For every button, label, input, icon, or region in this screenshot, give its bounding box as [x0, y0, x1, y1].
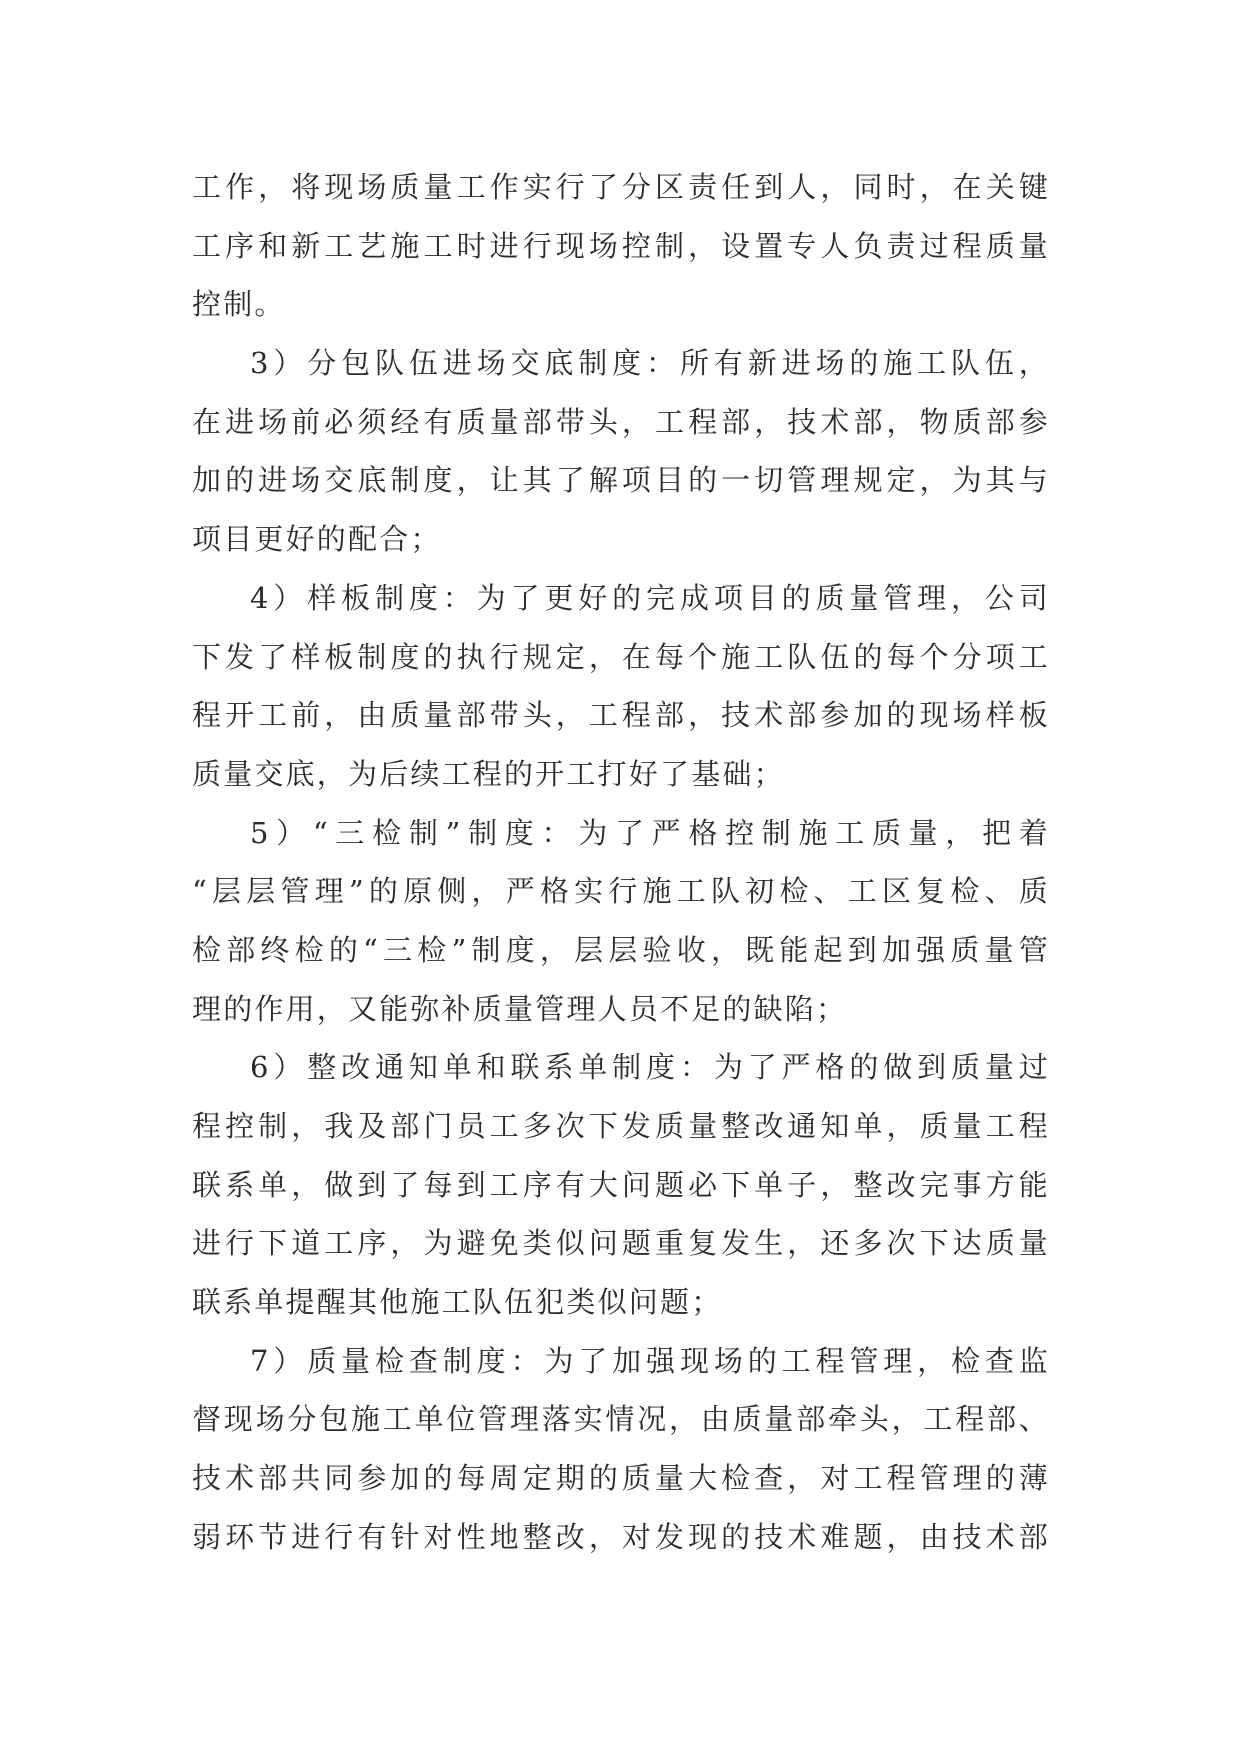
paragraph-line: 加的进场交底制度，让其了解项目的一切管理规定，为其与: [192, 463, 1050, 498]
paragraph-line: 技术部共同参加的每周定期的质量大检查，对工程管理的薄: [192, 1461, 1050, 1496]
paragraph-line: 6）整改通知单和联系单制度：为了严格的做到质量过: [250, 1050, 1050, 1085]
paragraph-line: 督现场分包施工单位管理落实情况，由质量部牵头，工程部、: [192, 1402, 1050, 1437]
body-text: [192, 158, 1050, 1567]
paragraph-line: 联系单提醒其他施工队伍犯类似问题；: [192, 1285, 723, 1320]
paragraph-line: 质量交底，为后续工程的开工打好了基础；: [192, 756, 785, 791]
paragraph-line: 检部终检的“三检”制度，层层验收，既能起到加强质量管: [192, 932, 1050, 967]
paragraph-line: 项目更好的配合；: [192, 522, 442, 557]
paragraph-line: 理的作用，又能弥补质量管理人员不足的缺陷；: [192, 991, 848, 1026]
paragraph-line: 在进场前必须经有质量部带头，工程部，技术部，物质部参: [192, 404, 1050, 439]
paragraph-line: 工序和新工艺施工时进行现场控制，设置专人负责过程质量: [192, 228, 1050, 263]
paragraph-line: 程开工前，由质量部带头，工程部，技术部参加的现场样板: [192, 698, 1050, 733]
paragraph-line: 7）质量检查制度：为了加强现场的工程管理，检查监: [250, 1343, 1050, 1378]
paragraph-3: [192, 569, 1050, 804]
paragraph-line: 5）“三检制”制度：为了严格控制施工质量，把着: [250, 815, 1050, 850]
paragraph-line: 程控制，我及部门员工多次下发质量整改通知单，质量工程: [192, 1109, 1050, 1143]
paragraph-2: [192, 334, 1050, 569]
paragraph-6: [192, 1332, 1050, 1567]
paragraph-line: “层层管理”的原侧，严格实行施工队初检、工区复检、质: [192, 874, 1050, 909]
paragraph-line: 工作，将现场质量工作实行了分区责任到人，同时，在关键: [192, 170, 1050, 204]
paragraph-4: [192, 804, 1050, 1039]
paragraph-line: 进行下道工序，为避免类似问题重复发生，还多次下达质量: [192, 1226, 1050, 1261]
paragraph-1: [192, 158, 1050, 334]
paragraph-line: 4）样板制度：为了更好的完成项目的质量管理，公司: [250, 580, 1050, 615]
paragraph-line: 弱环节进行有针对性地整改，对发现的技术难题，由技术部: [192, 1519, 1050, 1554]
paragraph-line: 下发了样板制度的执行规定，在每个施工队伍的每个分项工: [192, 639, 1050, 674]
paragraph-line: 控制。: [192, 287, 286, 322]
paragraph-5: [192, 1038, 1050, 1331]
paragraph-line: 3）分包队伍进场交底制度：所有新进场的施工队伍，: [250, 346, 1050, 381]
paragraph-line: 联系单，做到了每到工序有大问题必下单子，整改完事方能: [192, 1167, 1050, 1202]
